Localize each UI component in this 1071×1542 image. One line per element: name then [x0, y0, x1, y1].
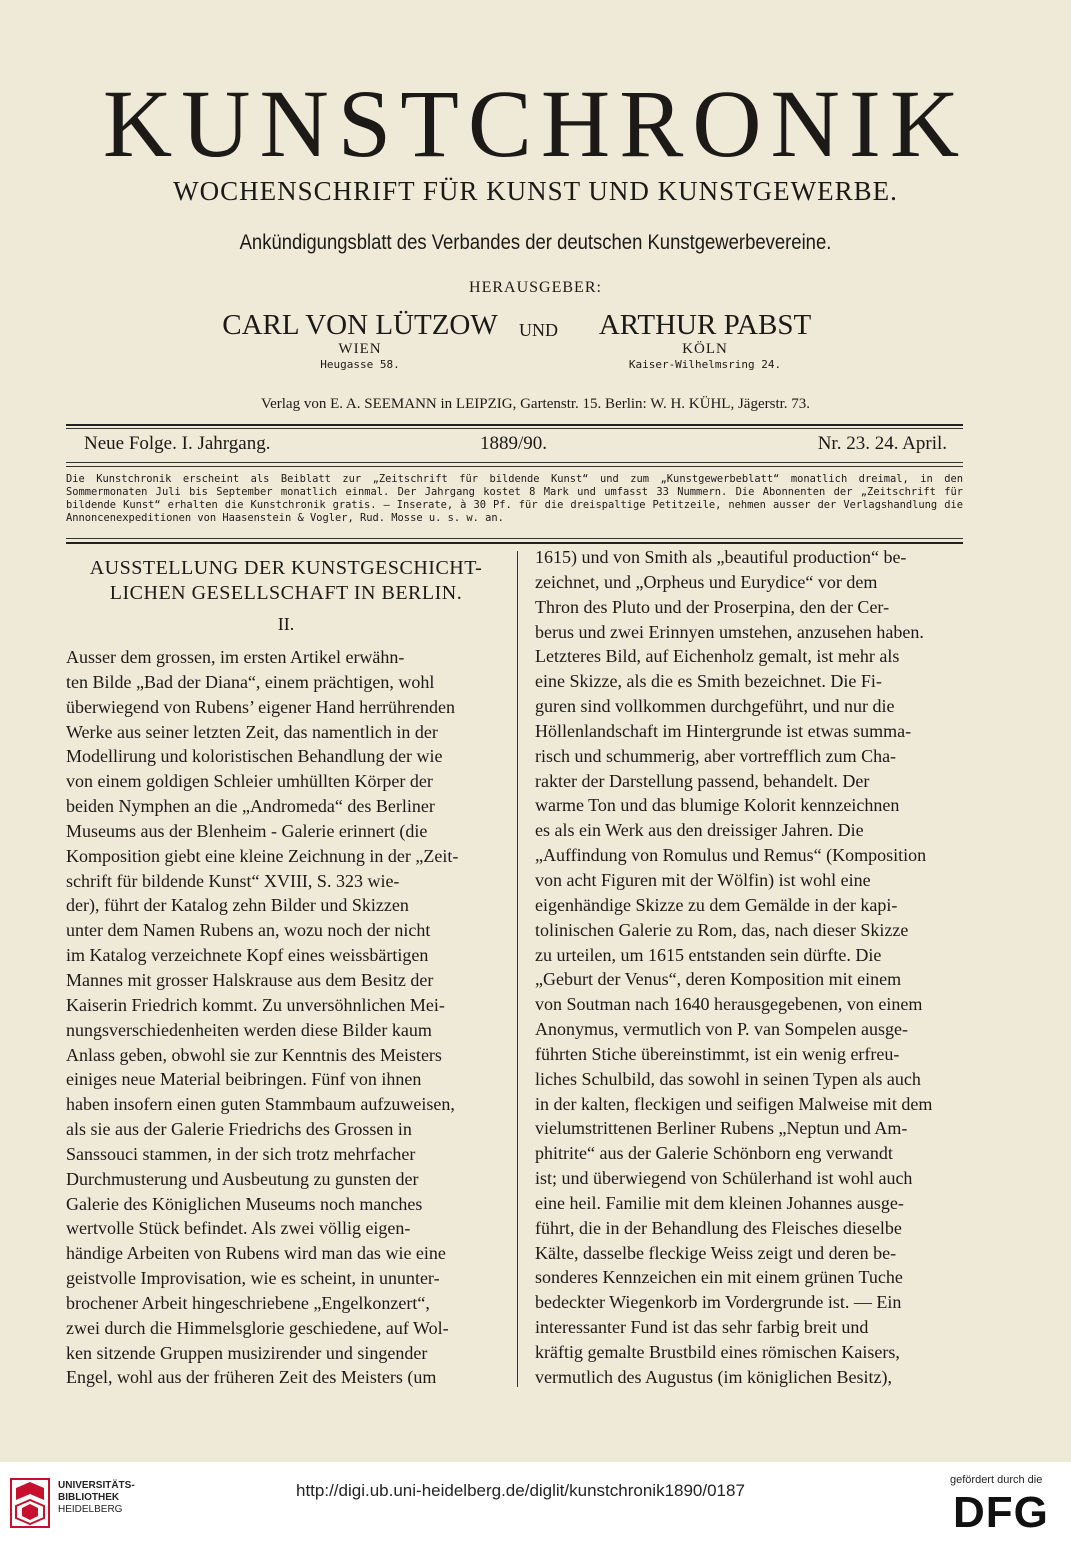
text-line: von einem goldigen Schleier umhüllten Körper der [66, 771, 433, 792]
text-line: bedeckter Wiegenkorb im Vordergrunde ist. — Ein [535, 1292, 902, 1313]
text-line: ist; und überwiegend von Schülerhand ist wohl auch [535, 1168, 913, 1189]
editor-city: WIEN [338, 341, 382, 357]
text-line: risch und schummerig, aber vortrefflich zum Cha- [535, 745, 897, 766]
text-line: warme Ton und das blumige Kolorit kennzeichnen [535, 795, 900, 816]
text-line: Durchmusterung und Ausbeutung zu gunsten der [66, 1168, 419, 1189]
article-title-line: AUSSTELLUNG DER KUNSTGESCHICHT- [89, 557, 483, 579]
text-line: Modellirung und koloristischen Behandlung der wie [66, 746, 443, 767]
library-name-line: HEIDELBERG [58, 1504, 123, 1515]
text-line: schrift für bildende Kunst“ XVIII, S. 323 wie- [66, 870, 400, 891]
divider [66, 428, 963, 429]
dfg-logo: DFG [953, 1488, 1049, 1537]
text-line: Ausser dem grossen, im ersten Artikel erwähn- [66, 647, 405, 667]
text-line: Höllenlandschaft im Hintergrunde ist etwas summa- [535, 720, 912, 741]
article-title [66, 556, 506, 606]
library-name [58, 1480, 135, 1516]
text-line: zeichnet, und „Orpheus und Eurydice“ vor dem [535, 571, 878, 592]
funding-note: gefördert durch die [950, 1474, 1043, 1486]
text-line: führt, die in der Behandlung des Fleisches dieselbe [535, 1217, 902, 1238]
text-line: in der kalten, fleckigen und seifigen Malweise mit dem [535, 1093, 933, 1114]
text-column-left [66, 645, 506, 1390]
text-line: tolinischen Galerie zu Rom, das, nach dieser Skizze [535, 919, 909, 940]
text-line: von Soutman nach 1640 herausgegebenen, von einem [535, 994, 923, 1015]
text-line: „Auffindung von Romulus und Remus“ (Komposition [535, 845, 927, 866]
text-line: phitrite“ aus der Galerie Schönborn eng verwandt [535, 1143, 893, 1164]
permalink-url[interactable]: http://digi.ub.uni-heidelberg.de/diglit/kunstchronik1890/0187 [296, 1481, 745, 1500]
text-line: als sie aus der Galerie Friedrichs des Grossen in [66, 1119, 412, 1140]
masthead-announcement: Ankündigungsblatt des Verbandes der deutschen Kunstgewerbevereine. [239, 231, 832, 254]
text-line: es als ein Werk aus den dreissiger Jahren. Die [535, 820, 864, 841]
text-line: haben insofern einen guten Stammbaum aufzuweisen, [66, 1094, 455, 1115]
text-line: ken sitzende Gruppen musizirender und singender [66, 1342, 428, 1363]
editor-city: KÖLN [682, 341, 728, 357]
text-line: Anlass geben, obwohl sie zur Kenntnis des Meisters [66, 1044, 442, 1065]
editor-address: Heugasse 58. [320, 358, 400, 371]
text-line: Thron des Pluto und der Proserpina, den der Cer- [535, 596, 890, 617]
text-line: interessanter Fund ist das sehr farbig breit und [535, 1317, 869, 1338]
editor-name: ARTHUR PABST [598, 309, 812, 341]
text-line: unter dem Namen Rubens an, wozu noch der nicht [66, 920, 431, 941]
divider [66, 424, 963, 426]
text-line: 1615) und von Smith als „beautiful production“ be- [535, 547, 907, 567]
text-line: Anonymus, vermutlich von P. van Sompelen ausge- [535, 1019, 908, 1040]
text-line: eine Skizze, als die es Smith bezeichnet. Die Fi- [535, 671, 882, 692]
text-line: Kälte, dasselbe fleckige Weiss zeigt und deren be- [535, 1242, 897, 1263]
column-divider [517, 551, 518, 1387]
text-line: „Geburt der Venus“, deren Komposition mit einem [535, 969, 902, 990]
text-line: Engel, wohl aus der früheren Zeit des Meisters (um [66, 1367, 437, 1388]
und-connector: UND [519, 320, 558, 340]
text-line: zu urteilen, um 1615 entstanden sein dürfte. Die [535, 944, 882, 965]
text-line: brochener Arbeit hingeschriebene „Engelkonzert“, [66, 1292, 430, 1313]
text-line: überwiegend von Rubens’ eigener Hand herrührenden [66, 696, 456, 717]
text-line: liches Schulbild, das sowohl in seinen Typen als auch [535, 1068, 921, 1089]
footer-bar [0, 1462, 1071, 1542]
text-line: Komposition giebt eine kleine Zeichnung in der „Zeit- [66, 845, 459, 866]
text-line: wertvolle Stück befindet. Als zwei völlig eigen- [66, 1218, 411, 1239]
text-line: der), führt der Katalog zehn Bilder und Skizzen [66, 895, 409, 916]
text-line: vermutlich des Augustus (im königlichen Besitz), [535, 1366, 892, 1387]
issue-series: Neue Folge. I. Jahrgang. [84, 433, 271, 454]
text-line: berus und zwei Erinnyen umstehen, anzusehen haben. [535, 621, 924, 642]
text-line: kräftig gemalte Brustbild eines römischen Kaisers, [535, 1342, 900, 1362]
text-line: Mannes mit grosser Halskrause aus dem Besitz der [66, 969, 434, 990]
text-line: im Katalog verzeichnete Kopf eines weissbärtigen [66, 945, 429, 966]
text-line: Kaiserin Friedrich kommt. Zu unversöhnlichen Mei- [66, 994, 445, 1015]
text-line: nungsverschiedenheiten werden diese Bilder kaum [66, 1019, 432, 1040]
article-title-line: LICHEN GESELLSCHAFT IN BERLIN. [109, 582, 463, 604]
text-line: eigenhändige Skizze zu dem Gemälde in der kapi- [535, 894, 898, 915]
text-line: Werke aus seiner letzten Zeit, das namentlich in der [66, 721, 438, 742]
editor-lutzow [210, 310, 510, 372]
publisher-line: Verlag von E. A. SEEMANN in LEIPZIG, Gartenstr. 15. Berlin: W. H. KÜHL, Jägerstr. 73. [260, 396, 811, 412]
text-line: geistvolle Improvisation, wie es scheint, in ununter- [66, 1268, 440, 1289]
masthead-subtitle: WOCHENSCHRIFT FÜR KUNST UND KUNSTGEWERBE. [173, 176, 898, 206]
editor-name: CARL VON LÜTZOW [222, 309, 498, 341]
text-line: Sanssouci stammen, in der sich trotz mehrfacher [66, 1143, 416, 1164]
text-line: rakter der Darstellung passend, behandelt. Der [535, 770, 870, 791]
library-name-line: UNIVERSITÄTS- [58, 1480, 135, 1491]
divider [66, 466, 963, 467]
text-line: guren sind vollkommen durchgeführt, und nur die [535, 696, 895, 717]
text-line: einiges neue Material beibringen. Fünf von ihnen [66, 1069, 422, 1090]
text-line: beiden Nymphen an die „Andromeda“ des Berliner [66, 796, 435, 817]
text-line: Museums aus der Blenheim - Galerie erinnert (die [66, 820, 428, 841]
text-column-right [535, 545, 969, 1390]
herausgeber-label: HERAUSGEBER: [469, 279, 602, 296]
text-line: führten Stiche übereinstimmt, ist ein wenig erfreu- [535, 1043, 900, 1064]
text-line: vielumstrittenen Berliner Rubens „Neptun und Am- [535, 1118, 908, 1139]
subscription-notice: Die Kunstchronik erscheint als Beiblatt zur „Zeitschrift für bildende Kunst“ und zum „Kunstgewerbeblatt“ monatlich dreimal, in den Sommermonaten Juli bis September monatlich einmal. Der Jahrgang kostet 8 Mark und umfasst 33 Nummern. Die Abonnenten der „Zeitschrift für bildende Kunst“ erhalten die Kunstchronik gratis. — Inserate, à 30 Pf. für die dreispaltige Petitzeile, nehmen ausser der Verlagshandlung die Annoncenexpeditionen von Haasenstein & Vogler, Rud. Mosse u. s. w. an. [66, 473, 963, 524]
divider [66, 538, 963, 539]
text-line: händige Arbeiten von Rubens wird man das wie eine [66, 1243, 446, 1264]
text-line: von acht Figuren mit der Wölfin) ist wohl eine [535, 869, 871, 890]
issue-year: 1889/90. [480, 433, 548, 454]
library-name-line: BIBLIOTHEK [58, 1492, 120, 1503]
masthead-title: KUNSTCHRONIK [102, 70, 969, 177]
article-part: II. [277, 614, 295, 634]
ub-heidelberg-logo-icon [10, 1478, 50, 1528]
issue-number: Nr. 23. 24. April. [817, 433, 947, 454]
text-line: zwei durch die Himmelsglorie geschiedene, auf Wol- [66, 1317, 449, 1338]
editor-pabst [560, 310, 850, 372]
divider [66, 542, 963, 544]
text-line: sonderes Kennzeichen ein mit einem grünen Tuche [535, 1267, 903, 1288]
text-line: ten Bilde „Bad der Diana“, einem prächtigen, wohl [66, 671, 435, 692]
editor-address: Kaiser-Wilhelmsring 24. [628, 358, 782, 371]
text-line: Galerie des Königlichen Museums noch manches [66, 1193, 423, 1214]
divider [66, 462, 963, 463]
text-line: Letzteres Bild, auf Eichenholz gemalt, ist mehr als [535, 646, 900, 667]
text-line: eine heil. Familie mit dem kleinen Johannes ausge- [535, 1192, 904, 1213]
